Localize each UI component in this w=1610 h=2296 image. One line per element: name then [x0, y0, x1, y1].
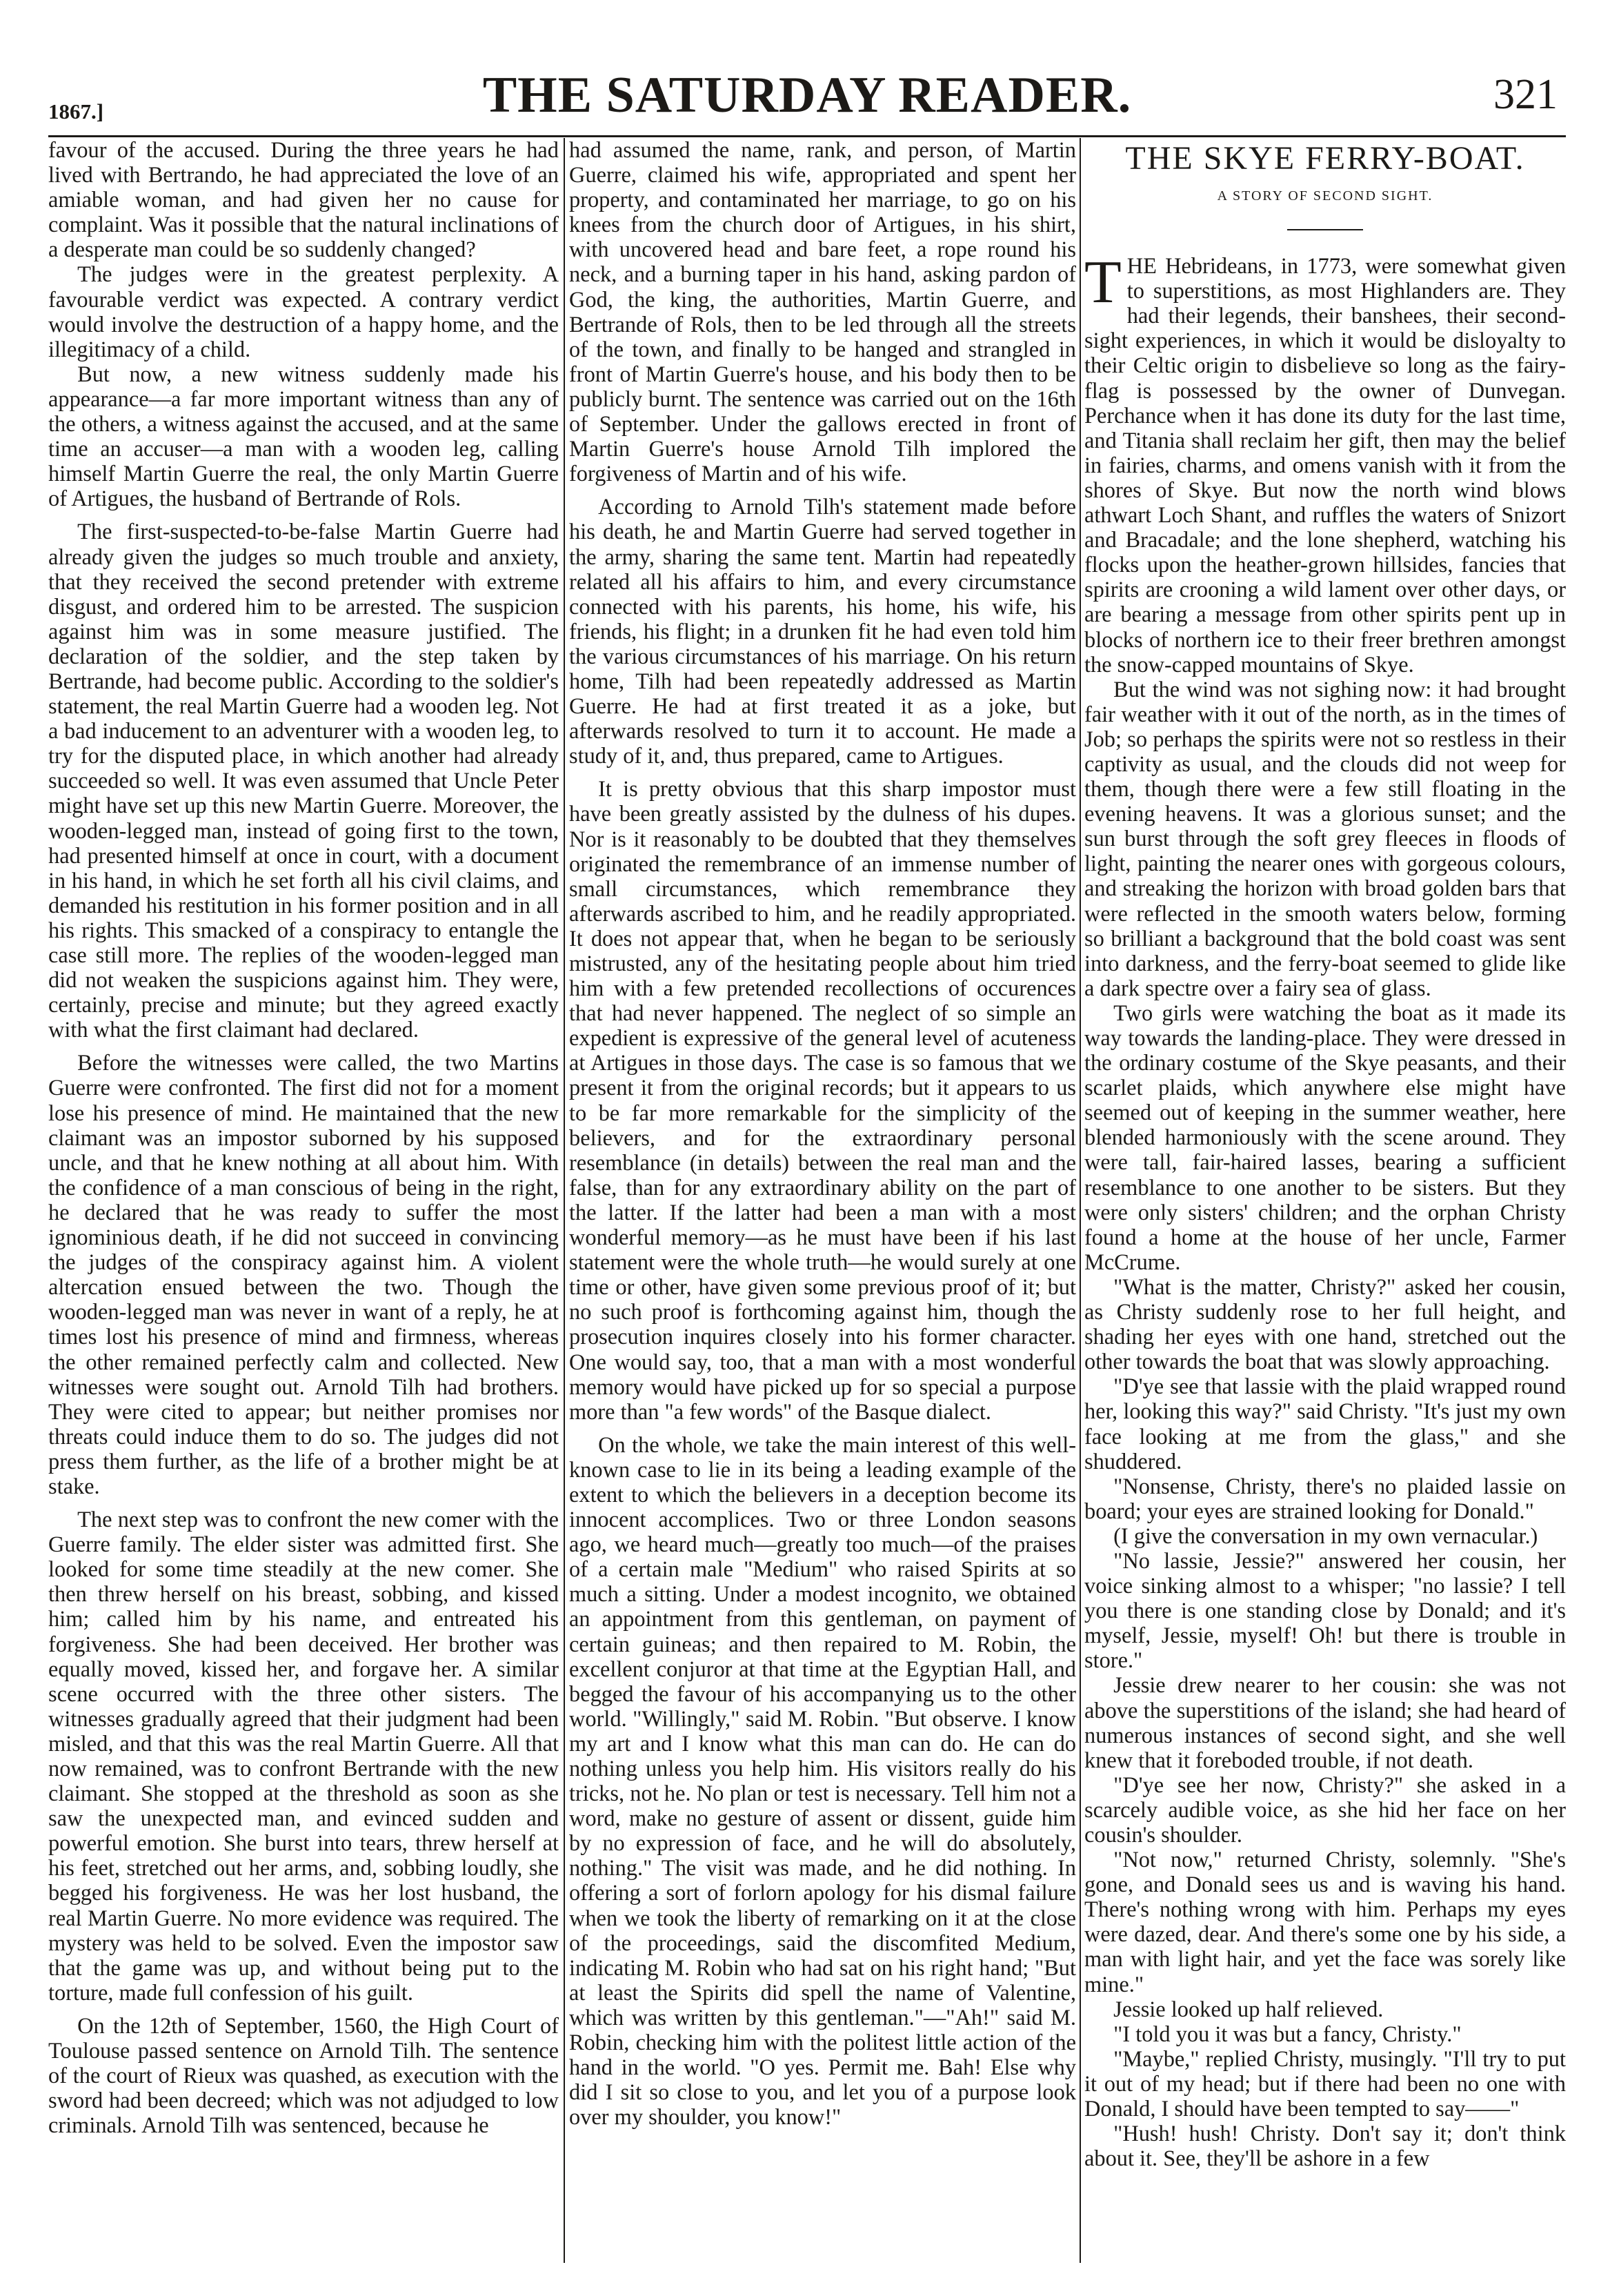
paragraph: Jessie looked up half relieved. — [1113, 1997, 1384, 2022]
paragraph: According to Arnold Tilh's statement made before his death, he and Martin Guerre had served together in the army, sharing the same tent. Martin had repeatedly related all his affairs to him, and every circumstance connected with his parents, his home, his wife, his friends, his flight; in a drunken fit he had even told him the various circumstances of his marriage. On his return home, Tilh had been repeatedly addressed as Martin Guerre. He had at first treated it as a joke, but afterwards resolved to turn it to account. He made a study of it, and, thus prepared, came to Artigues. — [569, 495, 1076, 769]
paragraph: "Nonsense, Christy, there's no plaided lassie on board; your eyes are strained looking for Donald." — [1084, 1474, 1566, 1524]
paragraph: "Maybe," replied Christy, musingly. "I'll try to put it out of my head; but if there had been no one with Donald, I should have been tempted to say——" — [1084, 2046, 1566, 2122]
paragraph: "D'ye see her now, Christy?" she asked in a scarcely audible voice, as she hid her face on her cousin's shoulder. — [1084, 1772, 1566, 1848]
publication-title: THE SATURDAY READER. — [482, 67, 1132, 123]
paragraph: "Not now," returned Christy, solemnly. "She's gone, and Donald sees us and is waving his hand. There's nothing wrong with him. Perhaps my eyes were dazed, dear. And there's some one by his side, a man with light hair, and yet the face was sorely like mine." — [1084, 1848, 1566, 1997]
paragraph: The judges were in the greatest perplexity. A favourable verdict was expected. A contrary verdict would involve the destruction of a happy home, and the illegitimacy of a child. — [48, 262, 559, 362]
paragraph: HE Hebrideans, in 1773, were somewhat given to superstitions, as most Highlanders are. They had their legends, their banshees, their second-sight experiences, in which it would be disloyalty to their Celtic origin to disbelieve so long as the fairy-flag is possessed by the owner of Dunvegan. Perchance when it has done its duty for the last time, and Titania shall reclaim her gift, then may the belief in fairies, charms, and omens vanish with it from the shores of Skye. But now the north wind blows athwart Loch Shant, and ruffles the waters of Snizort and Bracadale; and the lone shepherd, watching his flocks upon the heather-grown hillsides, fancies that spirits are crooning a wild lament over other days, or are bearing a message from other spirits pent up in blocks of northern ice to their freer brethren amongst the snow-capped mountains of Skye. — [1084, 254, 1566, 677]
page-header — [48, 59, 1566, 142]
column-divider — [564, 138, 565, 2263]
page-number: 321 — [1493, 71, 1558, 118]
column-2 — [569, 138, 1076, 2263]
paragraph: (I give the conversation in my own vernacular.) — [1113, 1523, 1538, 1549]
header-rule — [48, 135, 1566, 137]
title-rule — [1287, 229, 1363, 230]
paragraph: It is pretty obvious that this sharp impostor must have been greatly assisted by the dulness of his dupes. Nor is it reasonably to be doubted that they themselves originated the remembrance of an immense number of small circumstances, which remembrance they afterwards ascribed to him, and he readily appropriated. It does not appear that, when he began to be seriously mistrusted, any of the hesitating people about him tried him with a few pretended recollections of occurences that had never happened. The neglect of so simple an expedient is expressive of the general level of acuteness at Artigues in those days. The case is so famous that we present it from the original records; but it appears to us to be far more remarkable for the simplicity of the believers, and for the extraordinary personal resemblance (in details) between the real man and the false, than for any extraordinary ability on the part of the latter. If the latter had been a man with a most wonderful memory—as he must have been if his last statement were the whole truth—he would surely at one time or other, have given some previous proof of it; but no such proof is forthcoming against him, though the prosecution inquires closely into his former character. One would say, too, that a man with a most wonderful memory would have picked up for so special a purpose more than "a few words" of the Basque dialect. — [569, 777, 1076, 1425]
paragraph: favour of the accused. During the three years he had lived with Bertrando, he had appreciated the love of an amiable woman, and had given her no cause for complaint. Was it possible that the natural inclinations of a desperate man could be so suddenly changed? — [48, 138, 559, 263]
paragraph: Before the witnesses were called, the two Martins Guerre were confronted. The first did not for a moment lose his presence of mind. He maintained that the new claimant was an impostor suborned by his supposed uncle, and that he knew nothing at all about him. With the confidence of a man conscious of being in the right, he declared that he was ready to suffer the most ignominious death, if he did not succeed in convincing the judges of the conspiracy against him. A violent altercation ensued between the two. Though the wooden-legged man was never in want of a reply, he at times lost his presence of mind and firmness, whereas the other remained perfectly calm and collected. New witnesses were sought out. Arnold Tilh had brothers. They were cited to appear; but neither promises nor threats could induce them to do so. The judges did not press them further, as the life of a brother might be at stake. — [48, 1051, 559, 1499]
header-year: 1867.] — [48, 99, 104, 123]
paragraph: "Hush! hush! Christy. Don't say it; don't think about it. See, they'll be ashore in a few — [1084, 2121, 1566, 2172]
paragraph: Two girls were watching the boat as it made its way towards the landing-place. They were dressed in the ordinary costume of the Skye peasants, and their scarlet plaids, which anywhere else might have seemed out of keeping in the summer weather, here blended harmoniously with the scene around. They were tall, fair-haired lasses, bearing a sufficient resemblance to one another to be sisters. But they were only sisters' children; and the orphan Christy found a home at the house of her uncle, Farmer McCrume. — [1084, 1000, 1566, 1275]
column-divider — [1080, 138, 1081, 2263]
paragraph: But the wind was not sighing now: it had brought fair weather with it out of the north, as in the times of Job; so perhaps the spirits were not so restless in their captivity as usual, and the clouds did not weep for them, though there were a few still floating in the evening heavens. It was a glorious sunset; and the sun burst through the soft grey fleeces in floods of light, painting the nearer ones with gorgeous colours, and streaking the horizon with broad golden bars that were reflected in the smooth waters below, forming so brilliant a background that the bold coast was sent into darkness, and the ferry-boat seemed to glide like a dark spectre over a fairy sea of glass. — [1084, 677, 1566, 1001]
paragraph: On the 12th of September, 1560, the High Court of Toulouse passed sentence on Arnold Tilh. The sentence of the court of Rieux was quashed, as execution with the sword had been decreed; which was not adjudged to low criminals. Arnold Tilh was sentenced, because he — [48, 2013, 559, 2139]
drop-cap: T — [1084, 249, 1122, 317]
article-title: THE SKYE FERRY-BOAT. — [1125, 140, 1525, 177]
paragraph: had assumed the name, rank, and person, of Martin Guerre, claimed his wife, appropriated and spent her property, and contaminated her marriage, to go on his knees from the church door of Artigues, in his shirt, with uncovered head and bare feet, a rope round his neck, and a burning taper in his hand, asking pardon of God, the king, the authorities, Martin Guerre, and Bertrande of Rols, then to be led through all the streets of the town, and finally to be hanged and strangled in front of Martin Guerre's house, and his body then to be publicly burnt. The sentence was carried out on the 16th of September. Under the gallows erected in front of Martin Guerre's house Arnold Tilh implored the forgiveness of Martin and of his wife. — [569, 138, 1076, 487]
paragraph: But now, a new witness suddenly made his appearance—a far more important witness than any of the others, a witness against the accused, and at the same time an accuser—a man with a wooden leg, calling himself Martin Guerre the real, the only Martin Guerre of Artigues, the husband of Bertrande of Rols. — [48, 362, 559, 512]
paragraph: The first-suspected-to-be-false Martin Guerre had already given the judges so much trouble and anxiety, that they received the second pretender with extreme disgust, and ordered him to be arrested. The suspicion against him was in some measure justified. The declaration of the soldier, and the step taken by Bertrande, had become public. According to the soldier's statement, the real Martin Guerre had a wooden leg. Not a bad inducement to an adventurer with a wooden leg, to try for the disputed place, in which another had already succeeded so well. It was even assumed that Uncle Peter might have set up this new Martin Guerre. Moreover, the wooden-legged man, instead of going first to the town, had presented himself at once in court, with a document in his hand, in which he set forth all his civil claims, and demanded his restitution in his former position and in all his rights. This smacked of a conspiracy to entangle the case still more. The replies of the wooden-legged man did not weaken the suspicions against him. They were, certainly, precise and minute; but they agreed exactly with what the first claimant had declared. — [48, 519, 559, 1043]
paragraph: "No lassie, Jessie?" answered her cousin, her voice sinking almost to a whisper; "no lassie? I tell you there is one standing close by Donald; and it's myself, Jessie, myself! Oh! but there is trouble in store." — [1084, 1548, 1566, 1674]
paragraph: "What is the matter, Christy?" asked her cousin, as Christy suddenly rose to her full height, and shading her eyes with one hand, stretched out the other towards the boat that was slowly approaching. — [1084, 1274, 1566, 1375]
paragraph: Jessie drew nearer to her cousin: she was not above the superstitions of the island; she had heard of numerous instances of second sight, and she well knew that it foreboded trouble, if not death. — [1084, 1673, 1566, 1773]
column-1 — [48, 138, 559, 2263]
paragraph: On the whole, we take the main interest of this well-known case to lie in its being a leading example of the extent to which the believers in a deception become its innocent accomplices. Two or three London seasons ago, we heard much—greatly too much—of the praises of a certain male "Medium" who raised Spirits at so much a sitting. Under a modest incognito, we obtained an appointment from this gentleman, on payment of certain guineas; and then repaired to M. Robin, the excellent conjuror at that time at the Egyptian Hall, and begged the favour of his accompanying us to the other world. "Willingly," said M. Robin. "But observe. I know my art and I know what this man can do. He can do nothing unless you help him. His visitors really do his tricks, not he. No plan or test is necessary. Tell him not a word, make no gesture of assent or dissent, guide him by no expression of face, and he will do absolutely, nothing." The visit was made, and he did nothing. In offering a sort of forlorn apology for his dismal failure when we took the liberty of remarking on it at the close of the proceedings, said the discomfited Medium, indicating M. Robin who had sat on his right hand; "But at least the Spirits did spell the name of Valentine, which was written by this gentleman."—"Ah!" said M. Robin, checking him with the politest little action of the hand in the world. "O yes. Permit me. Bah! Else why did I sit so close to you, and let you of a purpose look over my shoulder, you know!" — [569, 1432, 1076, 2130]
article-subtitle: A STORY OF SECOND SIGHT. — [1217, 188, 1433, 204]
paragraph: "D'ye see that lassie with the plaid wrapped round her, looking this way?" said Christy. "It's just my own face looking at me from the glass," and she shuddered. — [1084, 1374, 1566, 1474]
paragraph: The next step was to confront the new comer with the Guerre family. The elder sister was admitted first. She looked for some time steadily at the new comer. She then threw herself on his breast, sobbing, and kissed him; called him by his name, and entreated his forgiveness. She had been deceived. Her brother was equally moved, kissed her, and forgave her. A similar scene occurred with the three other sisters. The witnesses gradually agreed that their judgment had been misled, and that this was the real Martin Guerre. All that now remained, was to confront Bertrande with the new claimant. She stopped at the threshold as soon as she saw the unexpected man, and evinced sudden and powerful emotion. She burst into tears, threw herself at his feet, stretched out her arms, and, sobbing loudly, she begged his forgiveness. He was her lost husband, the real Martin Guerre. No more evidence was required. The mystery was held to be solved. Even the impostor saw that the game was up, and without being put to the torture, made full confession of his guilt. — [48, 1507, 559, 2006]
column-3 — [1084, 138, 1566, 2263]
paragraph: "I told you it was but a fancy, Christy." — [1113, 2021, 1462, 2047]
